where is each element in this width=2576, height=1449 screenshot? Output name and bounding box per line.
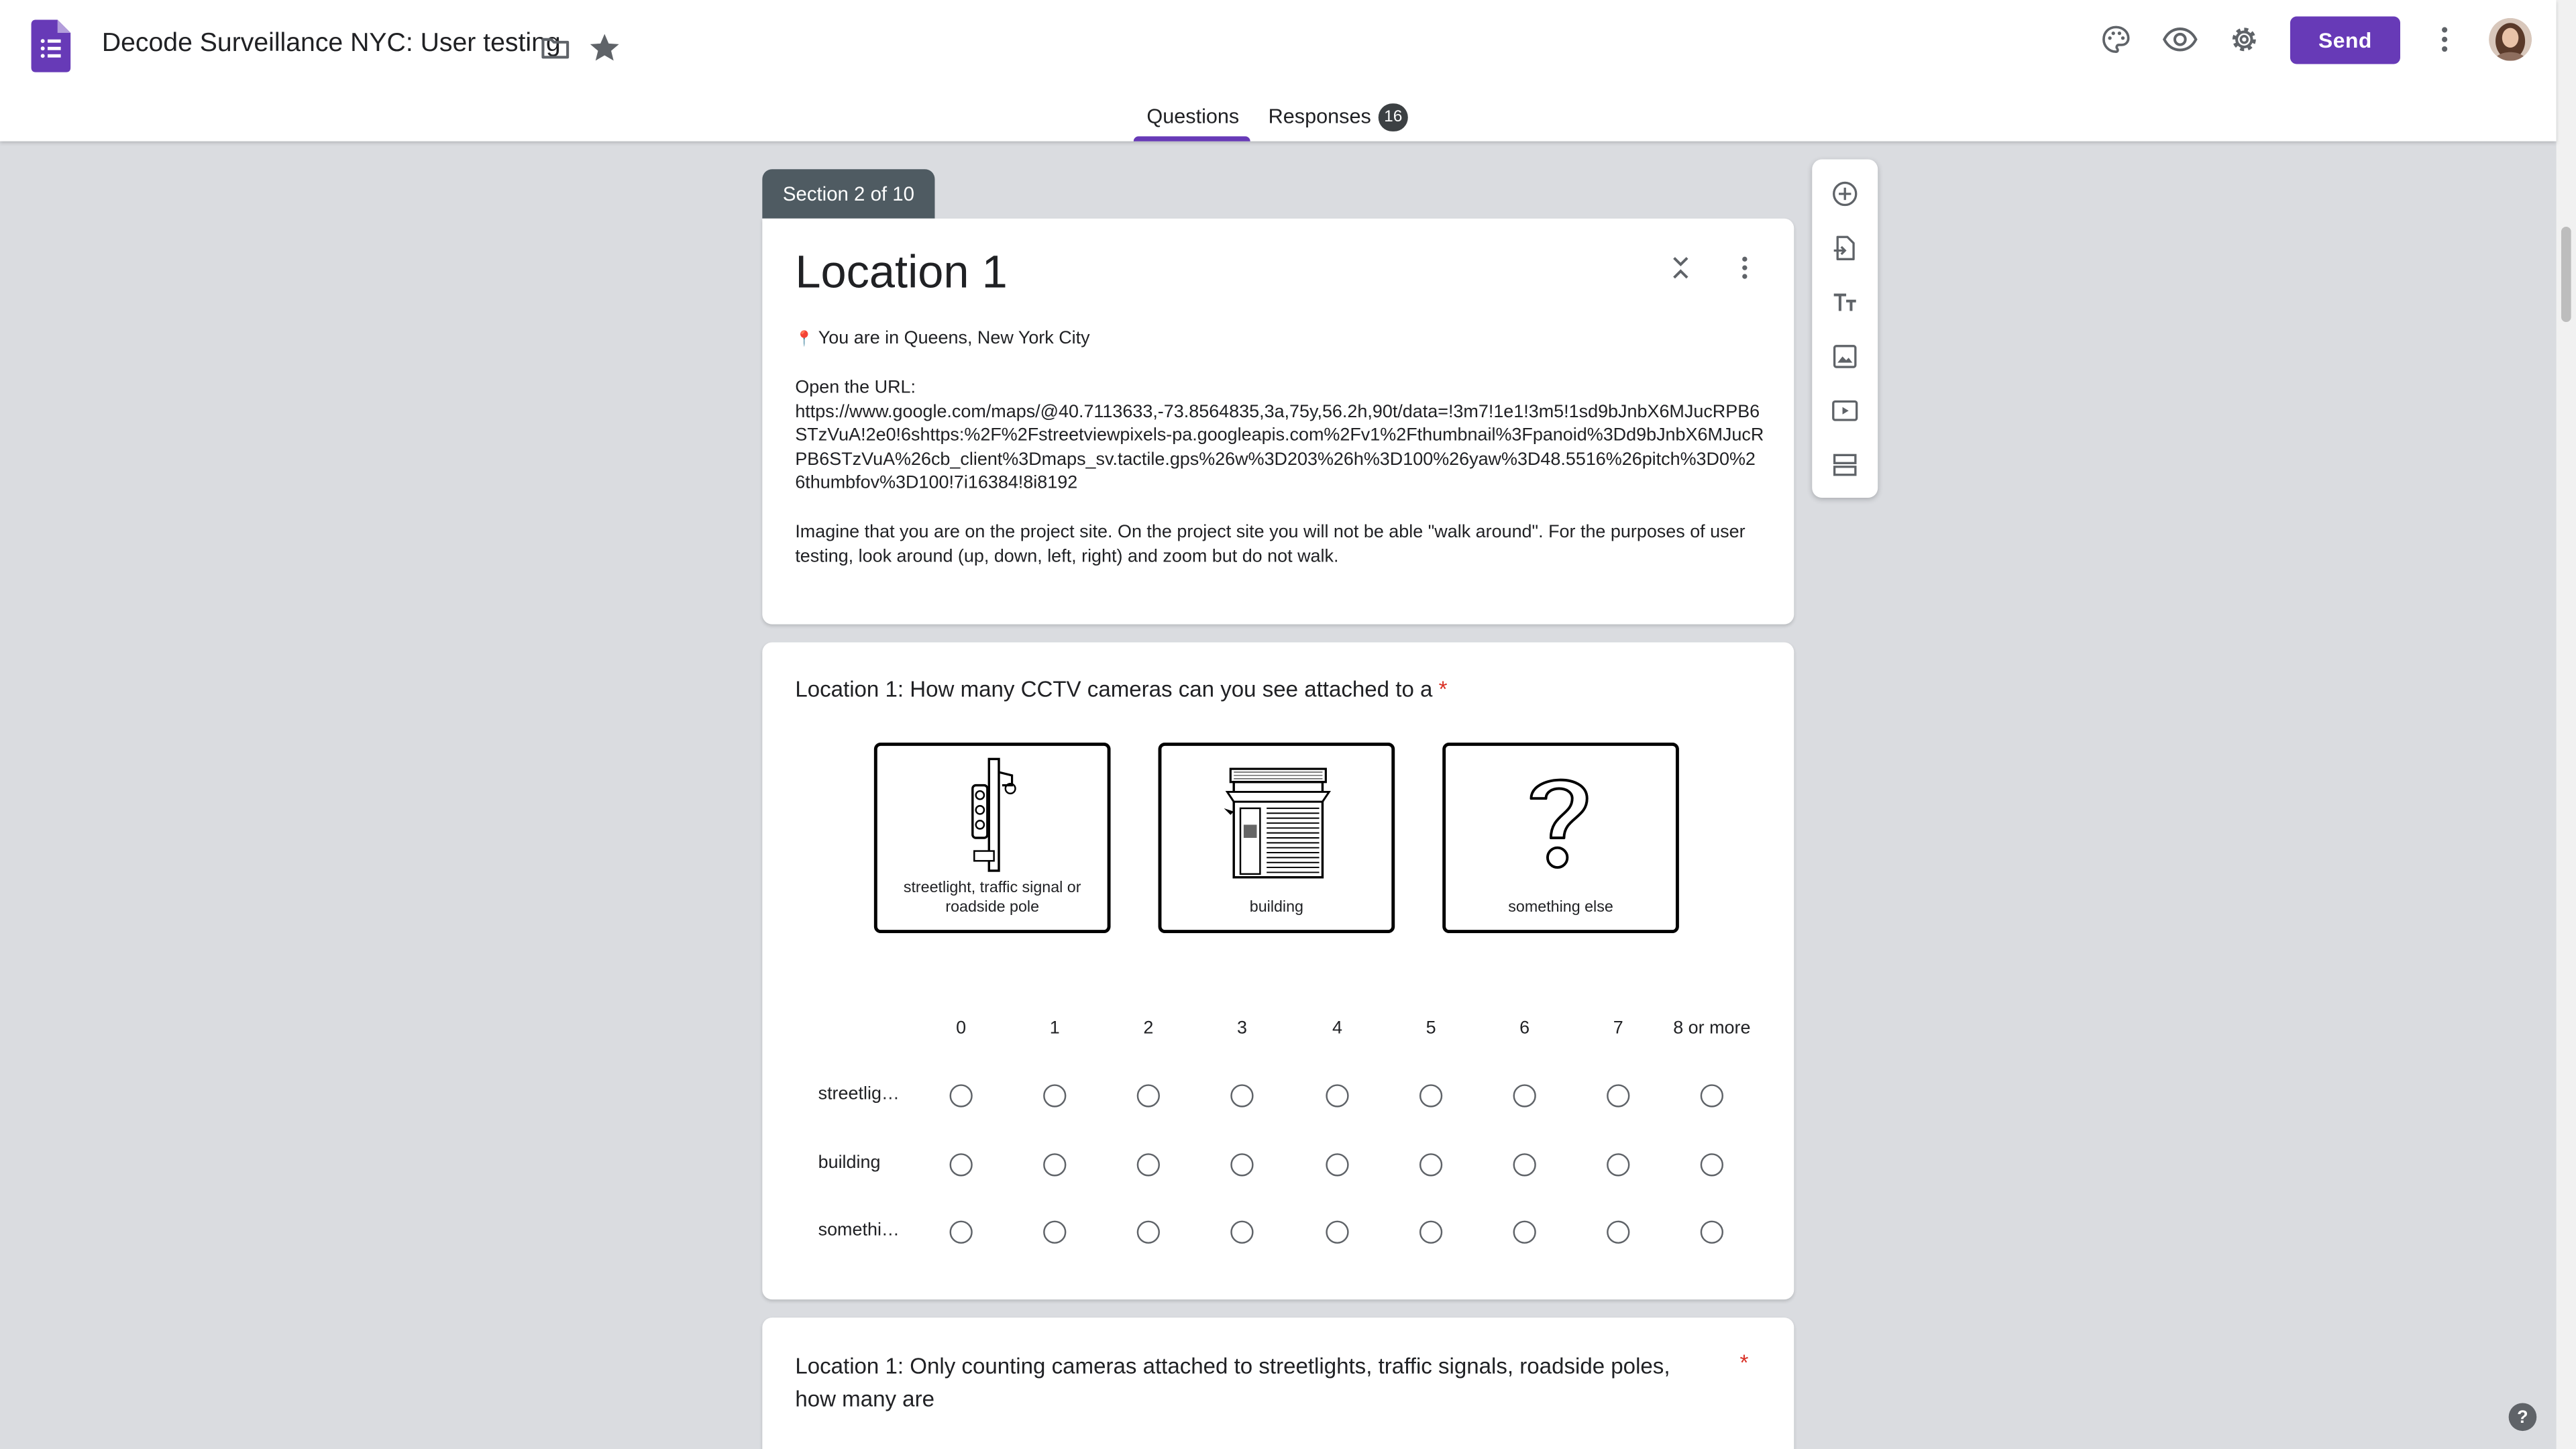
collapse-section-icon[interactable] xyxy=(1661,248,1701,288)
image-caption: something else xyxy=(1508,898,1613,917)
required-mark: * xyxy=(1438,676,1448,702)
question-title-text: Location 1: How many CCTV cameras can you see attached to a xyxy=(795,676,1433,702)
pole-illustration xyxy=(959,756,1025,874)
image-streetlight-pole xyxy=(874,743,1111,933)
image-caption: building xyxy=(1249,898,1303,917)
grid-column-header: 2 xyxy=(1143,1018,1154,1038)
help-icon[interactable]: ? xyxy=(2509,1403,2537,1431)
send-button[interactable]: Send xyxy=(2290,16,2400,64)
instructions-text: Imagine that you are on the project site. On the project site you will not be able "walk around". For the purposes of user testing, look around (up, down, left, right) and zoom but do not walk. xyxy=(795,522,1746,566)
tab-questions[interactable]: Questions xyxy=(1146,105,1240,129)
more-vert-icon[interactable] xyxy=(2425,19,2465,59)
grid-row-label: streetlig… xyxy=(818,1084,900,1104)
avatar[interactable] xyxy=(2489,18,2532,61)
question-2-title[interactable]: Location 1: Only counting cameras attached to streetlights, traffic signals, roadside poles, how many are xyxy=(795,1353,1670,1411)
section-more-icon[interactable] xyxy=(1725,248,1764,288)
street-view-url: https://www.google.com/maps/@40.7113633,-73.8564835,3a,75y,56.2h,90t/data=!3m7!1e1!3m5!1sd9bJnbX6MJucRPB6STzVuA!2e0!6shttps:%2F%2Fstreetviewpixels-pa.googleapis.com%2Fv1%2Fthumbnail%3Fpanoid%3Dd9bJnbX6MJucRPB6STzVuA%26cb_client%3Dmaps_sv.tactile.gps%26w%3D203%26h%3D100%26yaw%3D48.5516%26pitch%3D0%26thumbfov%3D100!7i16384!8i8192 xyxy=(795,402,1764,494)
image-something-else xyxy=(1442,743,1679,933)
add-title-icon[interactable] xyxy=(1829,286,1862,319)
required-mark-2: * xyxy=(1739,1350,1749,1375)
question-title[interactable] xyxy=(795,677,1447,702)
section-label: Section 2 of 10 xyxy=(762,169,934,218)
gear-icon[interactable] xyxy=(2224,19,2264,59)
palette-icon[interactable] xyxy=(2096,19,2136,59)
grid-row-label: somethi… xyxy=(818,1220,900,1240)
grid-column-header: 6 xyxy=(1519,1018,1530,1038)
add-section-icon[interactable] xyxy=(1829,449,1862,482)
add-question-icon[interactable] xyxy=(1829,177,1862,210)
form-title[interactable]: Decode Surveillance NYC: User testing xyxy=(101,30,561,58)
building-illustration xyxy=(1221,765,1336,880)
scrollbar-thumb[interactable] xyxy=(2561,227,2571,322)
star-icon[interactable] xyxy=(585,28,625,68)
tab-responses[interactable]: Responses xyxy=(1268,105,1371,129)
grid-column-header: 8 or more xyxy=(1673,1018,1751,1038)
add-image-icon[interactable] xyxy=(1829,340,1862,373)
forms-icon[interactable] xyxy=(32,19,71,72)
grid-column-header: 1 xyxy=(1049,1018,1060,1038)
top-bar xyxy=(0,0,2557,142)
grid-column-header: 7 xyxy=(1613,1018,1623,1038)
question-card[interactable] xyxy=(762,643,1794,1300)
image-building xyxy=(1159,743,1395,933)
image-caption: streetlight, traffic signal or roadside pole xyxy=(903,879,1081,917)
floating-toolbar xyxy=(1812,160,1878,498)
grid-row-label: building xyxy=(818,1153,881,1173)
folder-icon[interactable] xyxy=(535,28,575,68)
scrollbar-track[interactable] xyxy=(2557,0,2576,1449)
grid-column-header: 5 xyxy=(1426,1018,1436,1038)
section-title[interactable]: Location 1 xyxy=(795,246,1008,298)
grid-column-header: 0 xyxy=(956,1018,967,1038)
url-label: Open the URL: xyxy=(795,378,916,398)
location-text: You are in Queens, New York City xyxy=(818,328,1090,349)
grid-column-header: 3 xyxy=(1236,1018,1247,1038)
eye-icon[interactable] xyxy=(2160,19,2200,59)
active-tab-indicator xyxy=(1134,136,1250,141)
add-video-icon[interactable] xyxy=(1829,394,1862,427)
import-questions-icon[interactable] xyxy=(1829,231,1862,264)
responses-count-badge: 16 xyxy=(1379,103,1408,131)
location-line xyxy=(795,327,1764,351)
pin-icon: 📍 xyxy=(795,330,814,347)
url-description xyxy=(795,376,1764,496)
question-mark-illustration xyxy=(1521,769,1597,877)
grid-column-header: 4 xyxy=(1332,1018,1342,1038)
